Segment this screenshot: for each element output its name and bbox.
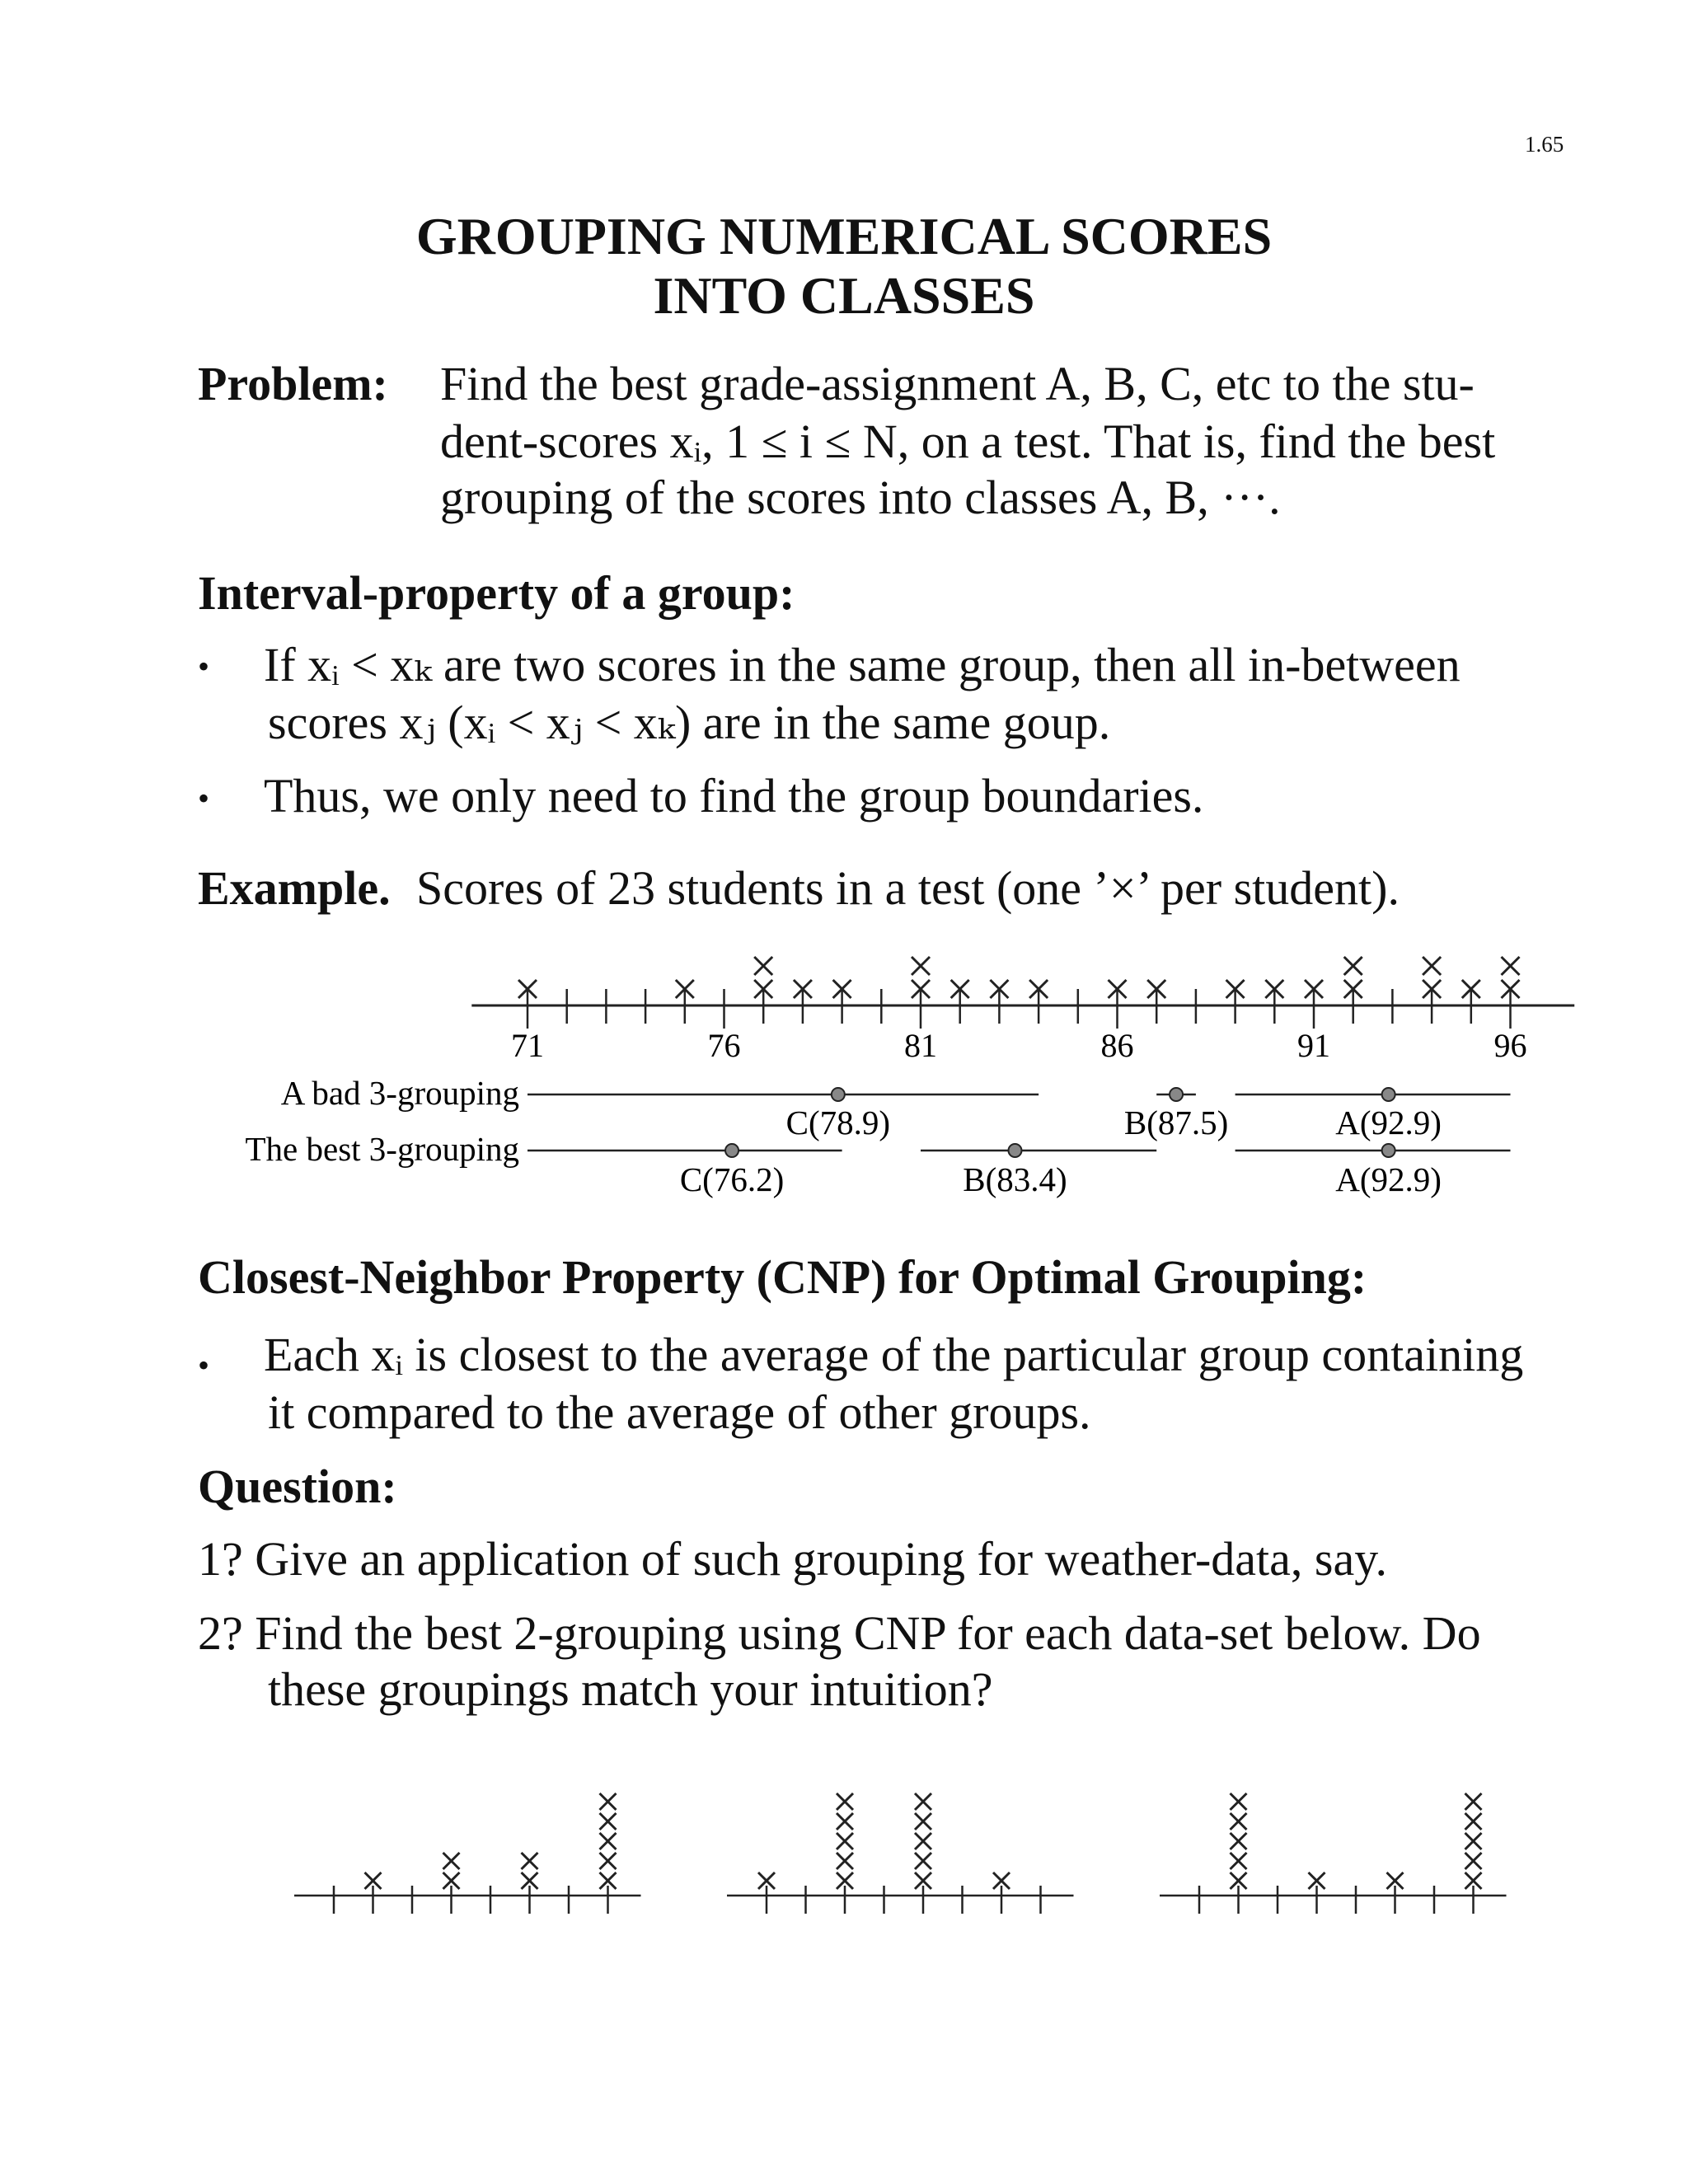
best-grouping-mean-dot: [725, 1144, 738, 1157]
tick-label: 96: [1493, 1027, 1527, 1064]
score-mark: [754, 957, 772, 975]
best-grouping-mean-dot: [1382, 1144, 1395, 1157]
dataset-mark: [1231, 1833, 1247, 1849]
best-grouping-label: The best 3-grouping: [245, 1130, 519, 1168]
bad-grouping-mean-label: B(87.5): [1123, 1104, 1229, 1141]
question-2-line-2: these groupings match your intuition?: [268, 1662, 993, 1716]
problem-label: Problem:: [198, 357, 388, 410]
bullet-icon: •: [198, 1347, 210, 1384]
cnp-line-1: Each xᵢ is closest to the average of the particular group containing: [264, 1328, 1524, 1381]
bad-grouping-label: A bad 3-grouping: [280, 1074, 519, 1112]
tick-label: 71: [511, 1027, 544, 1064]
title-line-1: GROUPING NUMERICAL SCORES: [415, 207, 1273, 265]
question-heading: Question:: [198, 1460, 397, 1513]
score-mark: [912, 957, 930, 975]
title-line-2: INTO CLASSES: [653, 266, 1035, 325]
bullet-icon: •: [198, 648, 210, 685]
bullet-icon: •: [198, 780, 210, 817]
dataset-mark: [915, 1853, 931, 1869]
dataset-mark: [1231, 1853, 1247, 1869]
bad-grouping-mean-dot: [1382, 1088, 1395, 1101]
page-number: 1.65: [1525, 132, 1564, 157]
problem-line-2: dent-scores xᵢ, 1 ≤ i ≤ N, on a test. That is, find the best: [440, 415, 1496, 468]
dataset-mark: [1465, 1813, 1482, 1830]
dataset-plot: [1160, 1793, 1507, 1914]
score-mark: [1344, 957, 1362, 975]
interval-bullet-1-line-2: scores xⱼ (xᵢ < xⱼ < xₖ) are in the same goup.: [268, 696, 1111, 749]
example-text: Scores of 23 students in a test (one ’×’ per student).: [416, 861, 1400, 915]
dataset-mark: [915, 1833, 931, 1849]
dataset-mark: [837, 1813, 853, 1830]
bad-grouping-mean-dot: [1170, 1088, 1183, 1101]
dataset-plot: [727, 1793, 1074, 1914]
best-grouping-mean-dot: [1008, 1144, 1021, 1157]
cnp-line-2: it compared to the average of other groups.: [268, 1385, 1091, 1439]
tick-label: 86: [1100, 1027, 1134, 1064]
dataset-mark: [600, 1793, 617, 1810]
dataset-mark: [915, 1813, 931, 1830]
dataset-mark: [837, 1853, 853, 1869]
dataset-mark: [1465, 1853, 1482, 1869]
tick-label: 81: [904, 1027, 937, 1064]
dataset-plot: [294, 1793, 641, 1914]
interval-bullet-1-line-1: If xᵢ < xₖ are two scores in the same group, then all in-between: [264, 638, 1461, 691]
dataset-mark: [837, 1833, 853, 1849]
tick-label: 76: [707, 1027, 741, 1064]
best-grouping-mean-label: A(92.9): [1335, 1160, 1442, 1198]
problem-line-3: grouping of the scores into classes A, B, ···.: [440, 471, 1281, 524]
dataset-mark: [1231, 1813, 1247, 1830]
dataset-mark: [600, 1813, 617, 1830]
bad-grouping-mean-dot: [832, 1088, 845, 1101]
problem-line-1: Find the best grade-assignment A, B, C, etc to the stu-: [440, 357, 1475, 410]
bad-grouping-mean-label: C(78.9): [785, 1104, 891, 1141]
datasets-figure: [0, 1747, 1688, 1945]
score-mark: [1502, 957, 1520, 975]
example-label: Example.: [198, 861, 391, 915]
interval-heading: Interval-property of a group:: [198, 566, 795, 620]
dataset-mark: [600, 1833, 617, 1849]
cnp-heading: Closest-Neighbor Property (CNP) for Optimal Grouping:: [198, 1250, 1367, 1304]
dataset-mark: [915, 1793, 931, 1810]
dataset-mark: [837, 1793, 853, 1810]
dataset-mark: [600, 1853, 617, 1869]
dataset-mark: [443, 1853, 460, 1869]
dataset-mark: [1231, 1793, 1247, 1810]
dataset-mark: [1465, 1833, 1482, 1849]
dataset-mark: [522, 1853, 538, 1869]
question-2-line-1: 2? Find the best 2-grouping using CNP for each data-set below. Do: [198, 1606, 1481, 1660]
interval-bullet-2: Thus, we only need to find the group boundaries.: [264, 769, 1204, 823]
dataset-mark: [1465, 1793, 1482, 1810]
score-mark: [1423, 957, 1441, 975]
score-chart: [0, 940, 1688, 1212]
question-1: 1? Give an application of such grouping for weather-data, say.: [198, 1532, 1387, 1586]
tick-label: 91: [1297, 1027, 1330, 1064]
best-grouping-mean-label: C(76.2): [679, 1160, 785, 1198]
bad-grouping-mean-label: A(92.9): [1335, 1104, 1442, 1141]
best-grouping-mean-label: B(83.4): [963, 1160, 1067, 1198]
